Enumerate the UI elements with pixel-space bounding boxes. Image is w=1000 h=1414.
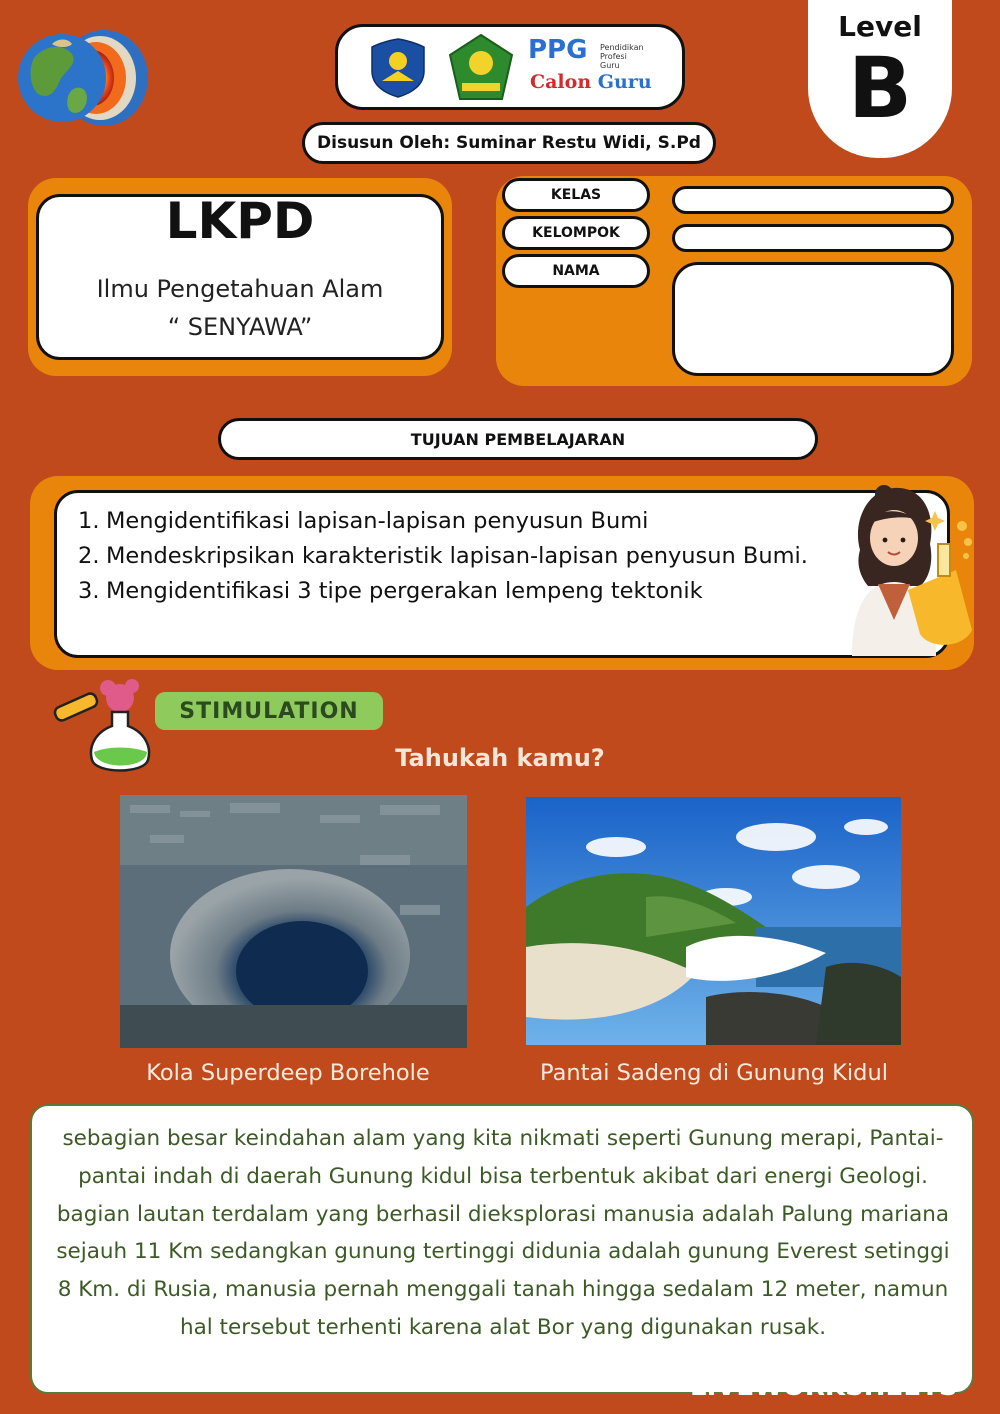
objectives-heading: TUJUAN PEMBELAJARAN xyxy=(218,418,818,460)
question-heading: Tahukah kamu? xyxy=(395,744,605,772)
objective-item: 2. Mendeskripsikan karakteristik lapisan-lapisan penyusun Bumi. xyxy=(78,542,808,569)
liveworksheets-watermark: LIVEWORKSHEETS xyxy=(690,1372,958,1402)
stimulation-label: STIMULATION xyxy=(155,692,383,730)
scientist-girl-illustration xyxy=(838,480,978,656)
label-nama: NAMA xyxy=(502,254,650,288)
subject: Ilmu Pengetahuan Alam xyxy=(96,275,384,303)
label-kelas: KELAS xyxy=(502,178,650,212)
ppg-title: PPG xyxy=(528,35,588,65)
caption-borehole: Kola Superdeep Borehole xyxy=(146,1060,430,1086)
ppg-subtitle: Calon Guru xyxy=(530,71,652,93)
objective-item: 1. Mengidentifikasi lapisan-lapisan penyusun Bumi xyxy=(78,508,649,534)
objectives-list xyxy=(78,504,820,609)
flask-icon xyxy=(48,674,156,778)
kola-borehole-photo xyxy=(120,795,467,1048)
author-credit: Disusun Oleh: Suminar Restu Widi, S.Pd xyxy=(302,122,716,164)
kemenag-logo xyxy=(446,33,516,103)
kelompok-input[interactable] xyxy=(672,224,954,252)
page-title: LKPD xyxy=(165,192,315,250)
caption-beach: Pantai Sadeng di Gunung Kidul xyxy=(540,1060,888,1086)
level-letter: B xyxy=(847,39,913,137)
level-word: Level xyxy=(838,10,922,43)
ppg-side-text: Pendidikan Profesi Guru xyxy=(600,43,644,71)
topic: “ SENYAWA” xyxy=(167,313,313,342)
stimulation-paragraph: sebagian besar keindahan alam yang kita nikmati seperti Gunung merapi, Pantai-pantai indah di daerah Gunung kidul bisa terbentuk akibat dari energi Geologi. bagian lautan terdalam yang berhasil dieksplorasi manusia adalah Palung mariana sejauh 11 Km sedangkan gunung tertinggi didunia adalah gunung Everest setinggi 8 Km. di Rusia, manusia pernah menggali tanah hingga sedalam 12 meter, namun hal tersebut terhenti karena alat Bor yang digunakan rusak. xyxy=(56,1126,950,1341)
label-kelompok: KELOMPOK xyxy=(502,216,650,250)
earth-layers-illustration xyxy=(12,20,152,132)
pantai-sadeng-photo xyxy=(526,797,901,1045)
objective-item: 3. Mengidentifikasi 3 tipe pergerakan lempeng tektonik xyxy=(78,577,703,604)
logo-box xyxy=(335,24,685,110)
subject-topic xyxy=(36,270,444,347)
tut-wuri-handayani-logo xyxy=(368,37,428,99)
kelas-input[interactable] xyxy=(672,186,954,214)
nama-input[interactable] xyxy=(672,262,954,376)
